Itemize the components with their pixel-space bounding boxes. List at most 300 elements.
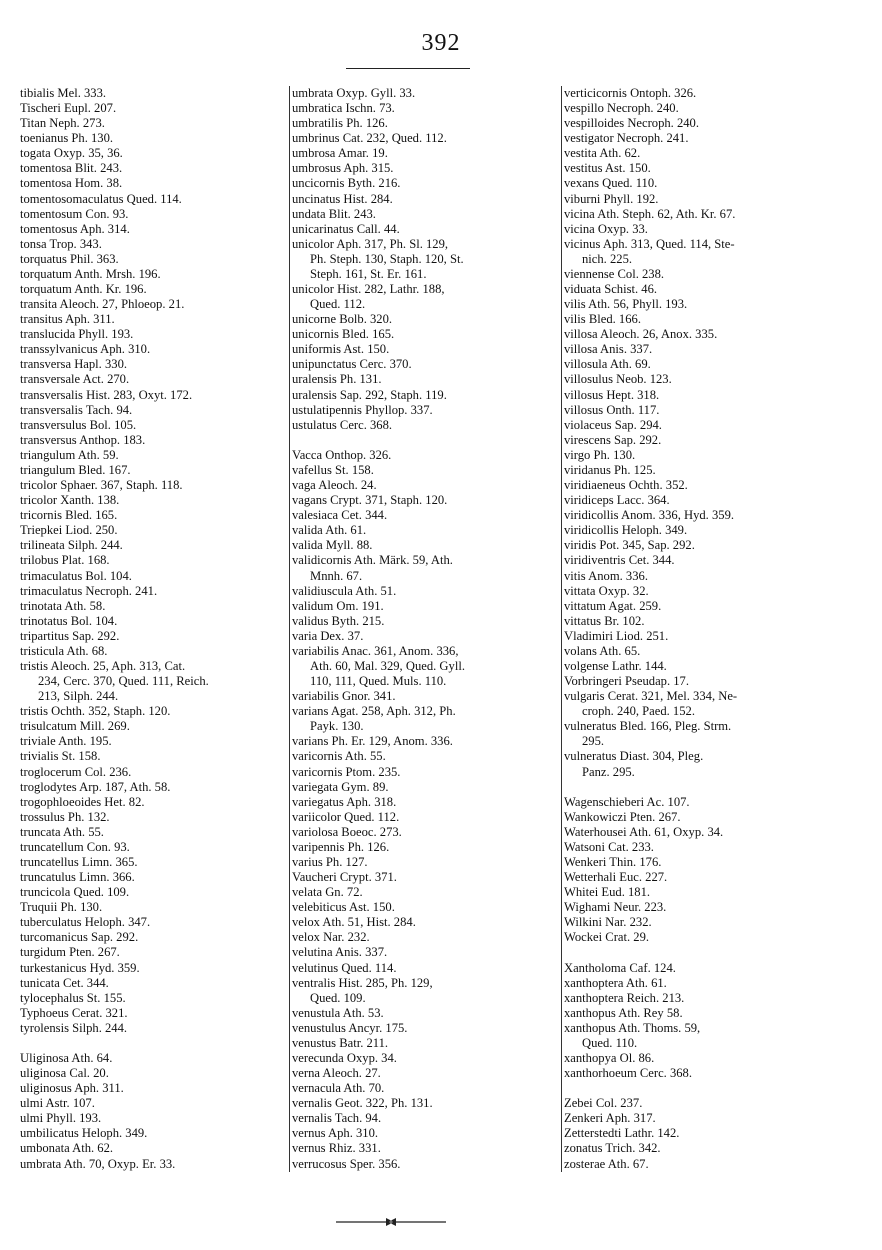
index-entry-text: tomentosa Blit. 243.	[20, 161, 123, 176]
index-entry-text: umbilicatus Heloph. 349.	[20, 1126, 148, 1141]
index-entry-text: vexans Qued. 110.	[564, 176, 658, 191]
index-entry	[290, 629, 540, 644]
index-entry-text: truncicola Qued. 109.	[20, 885, 130, 900]
index-entry	[20, 1006, 266, 1021]
index-entry	[20, 478, 266, 493]
index-entry	[290, 614, 540, 629]
index-entry-text: truncatellus Limn. 365.	[20, 854, 138, 869]
index-entry	[20, 207, 266, 222]
index-entry	[290, 538, 540, 553]
index-entry	[290, 146, 540, 161]
index-entry-text: Wetterhali Euc. 227.	[564, 870, 668, 885]
index-entry-text: uncicornis Byth. 216.	[292, 176, 401, 191]
index-entry	[562, 870, 822, 885]
index-entry	[290, 1021, 540, 1036]
index-entry-text: vernus Rhiz. 331.	[292, 1141, 381, 1156]
index-entry-text: zosterae Ath. 67.	[564, 1156, 649, 1171]
index-entry	[290, 765, 540, 780]
index-entry-text: velata Gn. 72.	[292, 885, 363, 900]
index-entry	[20, 885, 266, 900]
index-entry	[562, 131, 822, 146]
index-entry	[290, 508, 540, 523]
index-entry	[290, 282, 540, 312]
index-entry	[562, 553, 822, 568]
index-entry	[562, 840, 822, 855]
index-entry-text: tibialis Mel. 333.	[20, 86, 107, 100]
index-entry	[562, 1126, 822, 1141]
index-entry-text: xanthopus Ath. Thoms. 59,	[564, 1020, 701, 1035]
index-entry	[20, 176, 266, 191]
index-entry	[562, 146, 822, 161]
index-entry-continuation: Qued. 110.	[582, 1035, 638, 1050]
index-entry-text: vernalis Geot. 322, Ph. 131.	[292, 1096, 433, 1111]
index-entry	[20, 1081, 266, 1096]
index-entry	[562, 1051, 822, 1066]
index-entry	[562, 795, 822, 810]
index-entry-text: transversalis Tach. 94.	[20, 402, 133, 417]
index-entry-continuation: Qued. 109.	[310, 990, 366, 1005]
index-entry-text: Typhoeus Cerat. 321.	[20, 1005, 128, 1020]
index-entry	[562, 448, 822, 463]
index-entry-text: xanthorhoeum Cerc. 368.	[564, 1066, 693, 1081]
index-entry	[20, 1141, 266, 1156]
index-entry	[290, 1006, 540, 1021]
index-entry	[562, 749, 822, 779]
index-entry	[290, 870, 540, 885]
index-entry-text: variolosa Boeoc. 273.	[292, 824, 402, 839]
index-entry-continuation: Ath. 60, Mal. 329, Qued. Gyll.	[310, 658, 465, 673]
index-entry-text: turcomanicus Sap. 292.	[20, 930, 139, 945]
index-entry	[562, 388, 822, 403]
index-entry	[20, 146, 266, 161]
index-entry-text: tomentosa Hom. 38.	[20, 176, 123, 191]
index-entry-text: trilineata Silph. 244.	[20, 538, 123, 553]
index-entry-text: villosus Hept. 318.	[564, 387, 660, 402]
index-entry-text: Whitei Eud. 181.	[564, 885, 651, 900]
index-entry-text: Wockei Crat. 29.	[564, 930, 650, 945]
index-entry	[20, 1051, 266, 1066]
index-entry	[20, 523, 266, 538]
index-entry-text: torquatus Phil. 363.	[20, 251, 119, 266]
index-entry	[20, 222, 266, 237]
index-column-3	[561, 86, 822, 1172]
index-entry	[290, 131, 540, 146]
index-entry-continuation: Panz. 295.	[582, 764, 635, 779]
index-entry-text: Watsoni Cat. 233.	[564, 839, 654, 854]
index-entry	[20, 403, 266, 418]
index-entry	[20, 870, 266, 885]
index-entry	[20, 749, 266, 764]
index-entry	[290, 584, 540, 599]
index-entry	[290, 825, 540, 840]
index-entry-text: xanthopus Ath. Rey 58.	[564, 1005, 683, 1020]
index-entry-text: volans Ath. 65.	[564, 643, 641, 658]
index-entry	[290, 734, 540, 749]
index-entry-continuation: 295.	[582, 734, 605, 749]
index-entry-text: unicarinatus Call. 44.	[292, 221, 400, 236]
index-entry	[290, 553, 540, 583]
index-entry	[290, 795, 540, 810]
index-entry-text: turgidum Pten. 267.	[20, 945, 120, 960]
index-entry-text: umbrinus Cat. 232, Qued. 112.	[292, 131, 447, 146]
index-entry-text: vernus Aph. 310.	[292, 1126, 379, 1141]
index-entry-text: valida Ath. 61.	[292, 523, 367, 538]
index-entry-continuation: 234, Cerc. 370, Qued. 111, Reich.	[38, 674, 209, 689]
index-entry-text: togata Oxyp. 35, 36.	[20, 146, 123, 161]
index-entry-text: viridis Pot. 345, Sap. 292.	[564, 538, 695, 553]
index-entry	[290, 478, 540, 493]
index-entry-text: trossulus Ph. 132.	[20, 809, 110, 824]
index-entry-text: viridiaeneus Ochth. 352.	[564, 478, 688, 493]
index-entry	[20, 629, 266, 644]
index-entry-text: toenianus Ph. 130.	[20, 131, 114, 146]
index-entry-text: tunicata Cet. 344.	[20, 975, 109, 990]
index-entry-text: uliginosus Aph. 311.	[20, 1081, 124, 1096]
index-entry	[562, 915, 822, 930]
index-entry	[20, 192, 266, 207]
index-entry-text: vestitus Ast. 150.	[564, 161, 651, 176]
index-entry	[20, 463, 266, 478]
index-entry-continuation: Payk. 130.	[310, 719, 364, 734]
index-entry-text: venustulus Ancyr. 175.	[292, 1020, 408, 1035]
index-entry	[20, 915, 266, 930]
index-entry	[290, 312, 540, 327]
index-entry-continuation: 110, 111, Qued. Muls. 110.	[310, 674, 447, 689]
index-entry	[562, 689, 822, 719]
index-entry-text: tylocephalus St. 155.	[20, 990, 126, 1005]
index-entry-text: triviale Anth. 195.	[20, 734, 112, 749]
index-entry	[290, 704, 540, 734]
index-entry-text: umbrata Oxyp. Gyll. 33.	[292, 86, 416, 100]
index-entry-text: transversalis Hist. 283, Oxyt. 172.	[20, 387, 193, 402]
index-entry	[20, 795, 266, 810]
index-entry	[562, 1006, 822, 1021]
index-entry-text: transversale Act. 270.	[20, 372, 130, 387]
index-entry-text: velox Ath. 51, Hist. 284.	[292, 915, 416, 930]
index-entry-text: vicina Oxyp. 33.	[564, 221, 648, 236]
index-entry	[290, 780, 540, 795]
index-entry	[290, 840, 540, 855]
index-entry-text: tonsa Trop. 343.	[20, 236, 102, 251]
index-entry-text: volgense Lathr. 144.	[564, 658, 667, 673]
index-entry	[562, 855, 822, 870]
index-entry	[290, 810, 540, 825]
index-entry-text: ventralis Hist. 285, Ph. 129,	[292, 975, 433, 990]
index-entry-text: validum Om. 191.	[292, 598, 384, 613]
index-entry	[562, 614, 822, 629]
index-entry	[562, 1096, 822, 1111]
index-entry-text: truncatellum Con. 93.	[20, 839, 130, 854]
index-entry-text: tyrolensis Silph. 244.	[20, 1020, 128, 1035]
index-entry-text: vernalis Tach. 94.	[292, 1111, 382, 1126]
index-entry	[562, 403, 822, 418]
index-entry-text: Uliginosa Ath. 64.	[20, 1051, 113, 1065]
index-entry-text: Xantholoma Caf. 124.	[564, 960, 676, 975]
index-entry	[562, 237, 822, 267]
index-entry-text: Wenkeri Thin. 176.	[564, 854, 662, 869]
index-entry	[562, 961, 822, 976]
index-entry-text: xanthoptera Ath. 61.	[564, 975, 667, 990]
index-entry	[20, 297, 266, 312]
index-entry	[20, 538, 266, 553]
index-entry	[20, 810, 266, 825]
index-entry-text: trinotata Ath. 58.	[20, 598, 106, 613]
index-entry-text: viennense Col. 238.	[564, 266, 665, 281]
index-entry	[290, 372, 540, 387]
index-entry	[290, 192, 540, 207]
index-entry	[20, 644, 266, 659]
index-entry	[20, 855, 266, 870]
index-entry	[290, 855, 540, 870]
index-entry-text: varia Dex. 37.	[292, 628, 364, 643]
index-entry-text: uniformis Ast. 150.	[292, 342, 390, 357]
index-entry-text: tuberculatus Heloph. 347.	[20, 915, 151, 930]
index-entry	[290, 403, 540, 418]
index-entry	[562, 267, 822, 282]
index-entry-text: variabilis Anac. 361, Anom. 336,	[292, 643, 459, 658]
index-entry-text: virgo Ph. 130.	[564, 447, 636, 462]
index-entry-text: trivialis St. 158.	[20, 749, 101, 764]
index-entry	[562, 1157, 822, 1172]
index-entry-text: troglocerum Col. 236.	[20, 764, 132, 779]
index-entry	[290, 222, 540, 237]
index-entry-text: vittatus Br. 102.	[564, 613, 645, 628]
index-entry	[562, 1066, 822, 1081]
index-entry	[20, 448, 266, 463]
index-entry-text: viridiventris Cet. 344.	[564, 553, 675, 568]
index-entry	[20, 976, 266, 991]
index-entry	[290, 945, 540, 960]
index-entry-continuation: Ph. Steph. 130, Staph. 120, St.	[310, 251, 464, 266]
index-entry-text: truncata Ath. 55.	[20, 824, 104, 839]
page-number: 392	[421, 30, 461, 56]
index-entry-text: triangulum Ath. 59.	[20, 447, 119, 462]
index-entry	[290, 915, 540, 930]
index-entry-text: tricolor Xanth. 138.	[20, 493, 120, 508]
index-entry-text: varians Agat. 258, Aph. 312, Ph.	[292, 704, 456, 719]
index-entry-text: variabilis Gnor. 341.	[292, 689, 396, 704]
index-entry-text: violaceus Sap. 294.	[564, 417, 662, 432]
index-entry	[20, 599, 266, 614]
index-entry-text: tomentosum Con. 93.	[20, 206, 129, 221]
index-entry-text: valida Myll. 88.	[292, 538, 373, 553]
index-entry-text: uncinatus Hist. 284.	[292, 191, 393, 206]
header-rule	[346, 68, 470, 69]
index-entry	[562, 900, 822, 915]
index-entry-text: triangulum Bled. 167.	[20, 462, 131, 477]
index-entry	[20, 312, 266, 327]
index-entry	[290, 116, 540, 131]
index-entry	[20, 991, 266, 1006]
index-entry-text: translucida Phyll. 193.	[20, 327, 134, 342]
index-entry-text: trogophloeoides Het. 82.	[20, 794, 145, 809]
index-entry	[290, 900, 540, 915]
index-entry-text: undata Blit. 243.	[292, 206, 376, 221]
index-entry-text: vernacula Ath. 70.	[292, 1081, 385, 1096]
index-entry-continuation: Steph. 161, St. Er. 161.	[310, 266, 427, 281]
index-entry	[562, 463, 822, 478]
index-entry-text: velebiticus Ast. 150.	[292, 900, 395, 915]
index-entry	[562, 538, 822, 553]
index-entry-text: trilobus Plat. 168.	[20, 553, 110, 568]
index-entry-text: vittatum Agat. 259.	[564, 598, 662, 613]
index-entry	[562, 176, 822, 191]
index-entry	[290, 1111, 540, 1126]
index-entry-text: Titan Neph. 273.	[20, 116, 105, 131]
index-entry	[290, 644, 540, 689]
index-entry	[562, 116, 822, 131]
index-entry-text: vespillo Necroph. 240.	[564, 101, 679, 116]
index-entry-text: truncatulus Limn. 366.	[20, 870, 135, 885]
index-entry-text: Vorbringeri Pseudap. 17.	[564, 674, 689, 689]
index-entry	[290, 885, 540, 900]
index-entry-text: trisulcatum Mill. 269.	[20, 719, 130, 734]
index-entry	[290, 1081, 540, 1096]
index-entry	[290, 237, 540, 282]
index-entry	[562, 493, 822, 508]
index-entry-text: varipennis Ph. 126.	[292, 839, 390, 854]
index-entry	[20, 493, 266, 508]
index-entry-text: transversa Hapl. 330.	[20, 357, 128, 372]
index-entry	[562, 282, 822, 297]
index-entry-text: varians Ph. Er. 129, Anom. 336.	[292, 734, 453, 749]
index-entry-text: Truquii Ph. 130.	[20, 900, 103, 915]
index-entry	[562, 207, 822, 222]
index-entry-text: viridicollis Anom. 336, Hyd. 359.	[564, 508, 735, 523]
index-entry-text: vilis Ath. 56, Phyll. 193.	[564, 297, 688, 312]
index-entry	[20, 553, 266, 568]
index-column-2	[289, 86, 540, 1172]
section-gap	[562, 945, 822, 960]
index-entry	[562, 629, 822, 644]
index-entry-text: velox Nar. 232.	[292, 930, 370, 945]
index-entry	[562, 508, 822, 523]
index-entry	[562, 599, 822, 614]
index-entry-text: unicorne Bolb. 320.	[292, 312, 393, 327]
index-entry-text: velutinus Qued. 114.	[292, 960, 397, 975]
index-entry-text: viridiceps Lacc. 364.	[564, 493, 670, 508]
index-entry-text: xanthopya Ol. 86.	[564, 1051, 655, 1065]
index-entry	[20, 584, 266, 599]
index-entry	[290, 1126, 540, 1141]
index-entry-continuation: croph. 240, Paed. 152.	[582, 704, 695, 719]
index-entry-text: transversus Anthop. 183.	[20, 432, 146, 447]
index-entry-text: Zenkeri Aph. 317.	[564, 1111, 656, 1126]
index-entry	[20, 765, 266, 780]
index-entry	[290, 523, 540, 538]
index-entry-text: vicina Ath. Steph. 62, Ath. Kr. 67.	[564, 206, 736, 221]
index-entry-text: venustus Batr. 211.	[292, 1035, 389, 1050]
index-entry	[20, 734, 266, 749]
index-entry-text: tomentosomaculatus Qued. 114.	[20, 191, 182, 206]
index-entry	[290, 1157, 540, 1172]
index-entry	[562, 991, 822, 1006]
index-entry	[562, 584, 822, 599]
index-entry-text: tristis Aleoch. 25, Aph. 313, Cat.	[20, 658, 186, 673]
index-entry	[562, 674, 822, 689]
index-entry-text: villosus Onth. 117.	[564, 402, 660, 417]
index-entry-text: vicinus Aph. 313, Qued. 114, Ste-	[564, 236, 735, 251]
index-entry	[290, 161, 540, 176]
index-entry	[20, 900, 266, 915]
index-entry-text: venustula Ath. 53.	[292, 1005, 384, 1020]
index-entry-text: vestigator Necroph. 241.	[564, 131, 689, 146]
index-entry	[20, 342, 266, 357]
index-entry	[562, 297, 822, 312]
index-entry	[20, 101, 266, 116]
index-entry	[290, 101, 540, 116]
index-entry-text: Vladimiri Liod. 251.	[564, 628, 669, 643]
index-entry	[20, 825, 266, 840]
index-entry-text: vaga Aleoch. 24.	[292, 478, 377, 493]
index-entry	[562, 644, 822, 659]
index-entry	[20, 1021, 266, 1036]
index-entry-text: viridicollis Heloph. 349.	[564, 523, 688, 538]
index-entry-text: validiuscula Ath. 51.	[292, 583, 397, 598]
index-entry-text: Zebei Col. 237.	[564, 1096, 643, 1111]
index-entry-text: Wilkini Nar. 232.	[564, 915, 652, 930]
index-entry-text: villosa Aleoch. 26, Anox. 335.	[564, 327, 718, 342]
index-entry-text: verticicornis Ontoph. 326.	[564, 86, 697, 100]
index-entry-text: varicornis Ath. 55.	[292, 749, 386, 764]
index-entry-text: xanthoptera Reich. 213.	[564, 990, 685, 1005]
index-entry-text: vestita Ath. 62.	[564, 146, 641, 161]
index-entry-text: Vaucheri Crypt. 371.	[292, 870, 397, 885]
index-entry	[20, 719, 266, 734]
index-entry-text: variegata Gym. 89.	[292, 779, 389, 794]
index-entry-text: unicornis Bled. 165.	[292, 327, 395, 342]
index-entry-text: transitus Aph. 311.	[20, 312, 115, 327]
index-entry-text: transita Aleoch. 27, Phloeop. 21.	[20, 297, 185, 312]
index-entry-text: Tischeri Eupl. 207.	[20, 101, 117, 116]
index-entry	[290, 463, 540, 478]
index-entry	[290, 749, 540, 764]
index-entry-text: Wighami Neur. 223.	[564, 900, 667, 915]
index-entry	[290, 1096, 540, 1111]
index-entry	[20, 614, 266, 629]
index-entry-text: villosa Anis. 337.	[564, 342, 653, 357]
index-entry-text: vespilloides Necroph. 240.	[564, 116, 700, 131]
index-entry	[562, 523, 822, 538]
index-entry-continuation: Mnnh. 67.	[310, 568, 363, 583]
index-entry-continuation: Qued. 112.	[310, 297, 366, 312]
index-entry-text: trimaculatus Bol. 104.	[20, 568, 132, 583]
index-entry	[20, 704, 266, 719]
index-entry	[562, 192, 822, 207]
index-entry-text: uliginosa Cal. 20.	[20, 1066, 109, 1081]
index-entry	[290, 1141, 540, 1156]
index-entry	[562, 719, 822, 749]
index-entry	[20, 372, 266, 387]
index-entry-text: umbrosus Aph. 315.	[292, 161, 394, 176]
index-entry	[20, 659, 266, 704]
index-entry	[562, 86, 822, 101]
index-entry	[290, 176, 540, 191]
index-entry-text: uralensis Ph. 131.	[292, 372, 382, 387]
index-entry	[290, 976, 540, 1006]
section-gap	[562, 1081, 822, 1096]
index-entry-text: ustulatus Cerc. 368.	[292, 417, 393, 432]
index-entry-text: Wagenschieberi Ac. 107.	[564, 794, 690, 809]
index-entry-text: torquatum Anth. Kr. 196.	[20, 282, 147, 297]
index-entry-text: validicornis Ath. Märk. 59, Ath.	[292, 553, 453, 568]
index-entry	[20, 508, 266, 523]
index-entry-text: variicolor Qued. 112.	[292, 809, 400, 824]
index-entry	[20, 161, 266, 176]
index-entry-text: unicolor Hist. 282, Lathr. 188,	[292, 282, 445, 297]
index-entry	[290, 1066, 540, 1081]
index-entry	[290, 342, 540, 357]
